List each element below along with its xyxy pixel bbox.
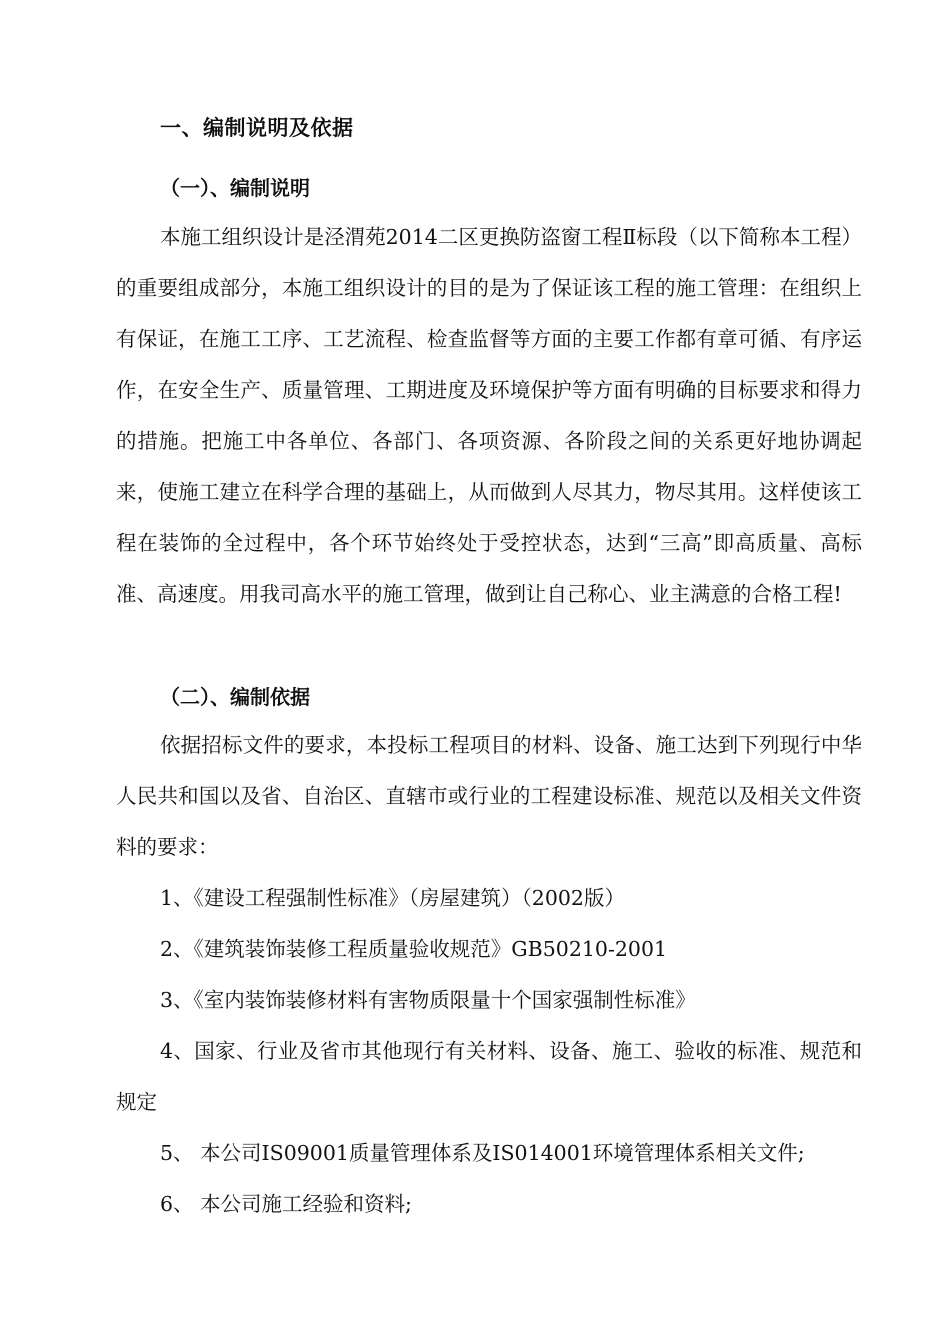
explanation-paragraph: 本施工组织设计是泾渭苑2014二区更换防盗窗工程Ⅱ标段（以下简称本工程）的重要组成部分，本施工组织设计的目的是为了保证该工程的施工管理：在组织上有保证，在施工工序、工艺流程、检查监督等方面的主要工作都有章可循、有序运作，在安全生产、质量管理、工期进度及环境保护等方面有明确的目标要求和得力的措施。把施工中各单位、各部门、各项资源、各阶段之间的关系更好地协调起来，使施工建立在科学合理的基础上，从而做到人尽其力，物尽其用。这样使该工程在装饰的全过程中，各个环节始终处于受控状态，达到“三高”即高质量、高标准、高速度。用我司高水平的施工管理，做到让自己称心、业主满意的合格工程! xyxy=(116,225,862,606)
subsection-heading-explanation: （一）、编制说明 xyxy=(160,176,310,200)
basis-item-5: 5、 本公司IS09001质量管理体系及IS014001环境管理体系相关文件; xyxy=(160,1141,805,1165)
subsection-heading-basis: （二）、编制依据 xyxy=(160,685,310,709)
basis-item-6: 6、 本公司施工经验和资料; xyxy=(160,1192,412,1216)
basis-item-3: 3、《室内装饰装修材料有害物质限量十个国家强制性标准》 xyxy=(160,988,696,1012)
section-heading-compilation: 一、编制说明及依据 xyxy=(160,116,354,140)
basis-paragraph: 依据招标文件的要求，本投标工程项目的材料、设备、施工达到下列现行中华人民共和国以及省、自治区、直辖市或行业的工程建设标准、规范以及相关文件资料的要求： xyxy=(116,733,862,859)
basis-item-4: 4、国家、行业及省市其他现行有关材料、设备、施工、验收的标准、规范和规定 xyxy=(116,1039,862,1114)
basis-item-1: 1、《建设工程强制性标准》（房屋建筑）（2002版） xyxy=(160,886,625,910)
basis-item-2: 2、《建筑装饰装修工程质量验收规范》GB50210-2001 xyxy=(160,937,668,961)
